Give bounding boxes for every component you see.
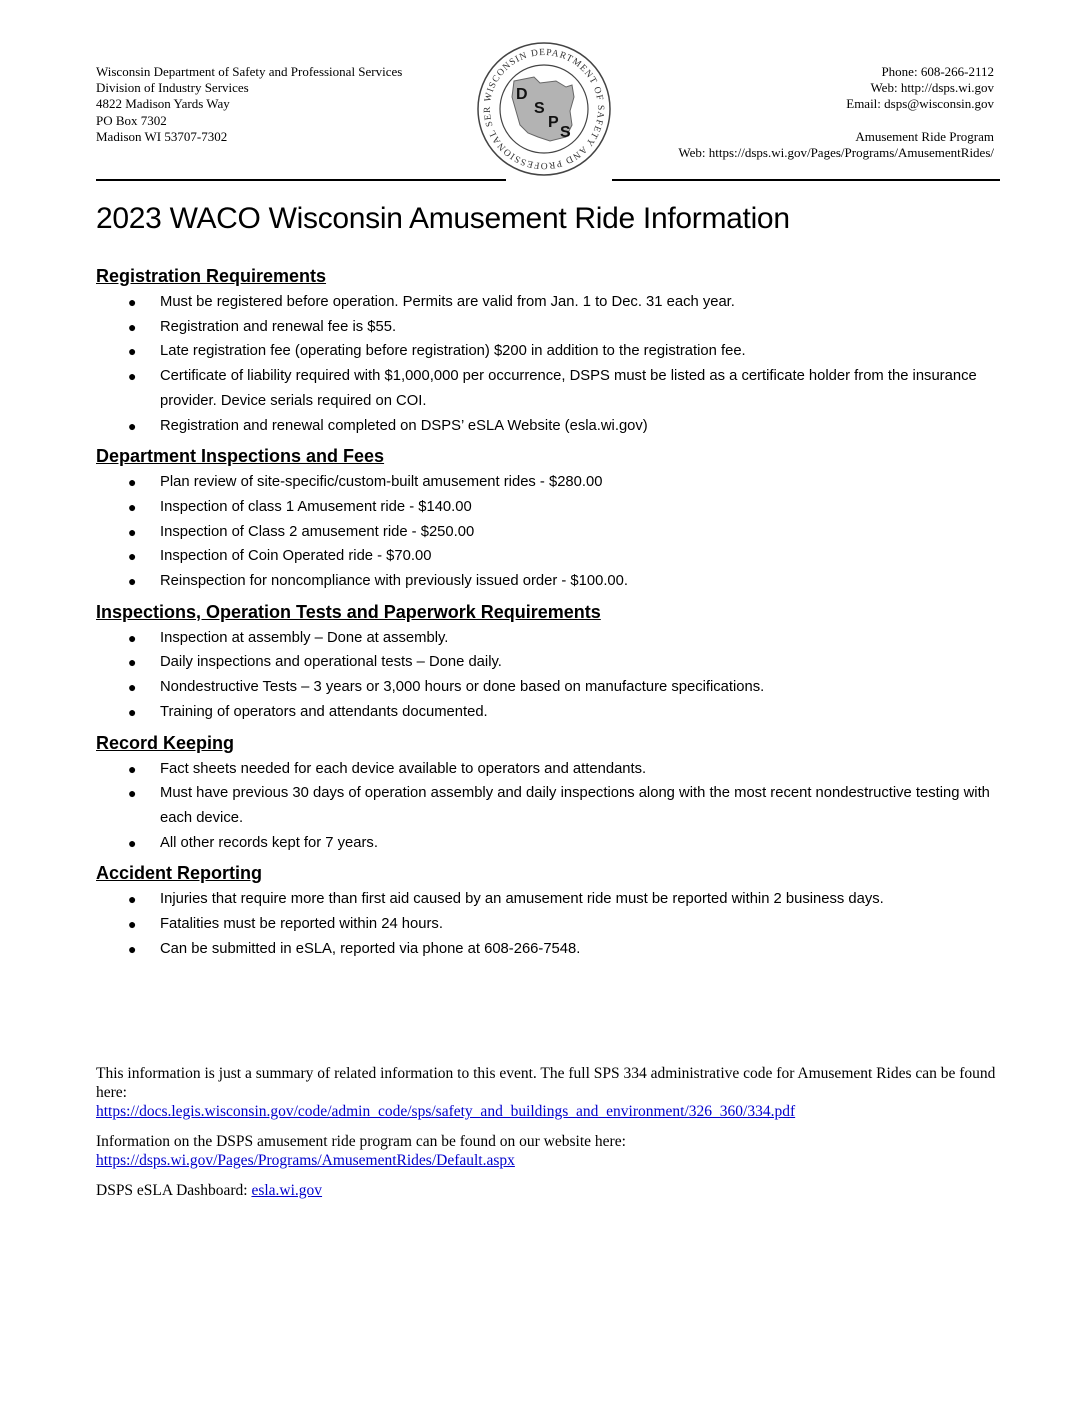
- header-rule-left: [96, 179, 506, 181]
- footer-notes: [96, 1064, 996, 1211]
- bullet-icon: ●: [128, 679, 137, 696]
- accident-reporting-list: [96, 887, 1006, 961]
- header-rule-right: [612, 179, 1000, 181]
- city-state-zip: Madison WI 53707-7302: [96, 128, 228, 144]
- list-item: ● Inspection at assembly – Done at assembly.: [96, 626, 1006, 651]
- bullet-icon: ●: [128, 891, 137, 908]
- program-web-line: Web: https://dsps.wi.gov/Pages/Programs/AmusementRides/: [678, 144, 994, 160]
- list-item: ● Training of operators and attendants documented.: [96, 700, 1006, 725]
- seal-letter-s2: S: [560, 124, 571, 141]
- section-heading-operation-tests: Inspections, Operation Tests and Paperwork Requirements: [96, 601, 601, 622]
- list-item: ● Must have previous 30 days of operation assembly and daily inspections along with the most recent nondestructive testing with each device.: [96, 781, 1006, 830]
- bullet-icon: ●: [128, 294, 137, 310]
- registration-list: [96, 290, 1006, 438]
- bullet-icon: ●: [128, 368, 137, 385]
- bullet-icon: ●: [128, 703, 137, 720]
- seal-ring-text: WISCONSIN DEPARTMENT OF SAFETY AND PROFESSIONAL SER: [482, 47, 606, 171]
- bullet-icon: ●: [128, 834, 137, 851]
- list-item: ● Registration and renewal completed on DSPS’ eSLA Website (esla.wi.gov): [96, 414, 1006, 439]
- bullet-icon: ●: [128, 629, 137, 646]
- bullet-icon: ●: [128, 523, 137, 540]
- list-item: ● Registration and renewal fee is $55.: [96, 315, 1006, 340]
- seal-letter-s: S: [534, 100, 545, 117]
- list-item: ● Must be registered before operation. Permits are valid from Jan. 1 to Dec. 31 each year.: [96, 290, 1006, 315]
- bullet-icon: ●: [128, 785, 137, 802]
- list-item: ● Inspection of Coin Operated ride - $70.00: [96, 544, 1006, 569]
- seal-letter-p: P: [548, 114, 559, 131]
- seal-letter-d: D: [516, 86, 528, 103]
- bullet-icon: ●: [128, 417, 137, 434]
- list-item: ● All other records kept for 7 years.: [96, 831, 1006, 856]
- summary-paragraph: [96, 1064, 996, 1121]
- division-name: Division of Industry Services: [96, 80, 249, 96]
- list-item: ● Fact sheets needed for each device available to operators and attendants.: [96, 757, 1006, 782]
- list-item: ● Can be submitted in eSLA, reported via phone at 608-266-7548.: [96, 937, 1006, 962]
- list-item: ● Inspection of class 1 Amusement ride - $140.00: [96, 495, 1006, 520]
- bullet-icon: ●: [128, 318, 137, 335]
- letterhead-address: [96, 64, 402, 145]
- list-item: ● Inspection of Class 2 amusement ride - $250.00: [96, 520, 1006, 545]
- list-item: ● Reinspection for noncompliance with previously issued order - $100.00.: [96, 569, 1006, 594]
- page-title: 2023 WACO Wisconsin Amusement Ride Information: [96, 202, 790, 235]
- web-line: Web: http://dsps.wi.gov: [870, 80, 994, 96]
- esla-dashboard-link[interactable]: esla.wi.gov: [251, 1182, 323, 1199]
- program-text: Information on the DSPS amusement ride program can be found on our website here:: [96, 1133, 626, 1150]
- section-heading-registration: Registration Requirements: [96, 266, 327, 286]
- po-box: PO Box 7302: [96, 112, 167, 128]
- bullet-icon: ●: [128, 474, 137, 491]
- document-body: [96, 262, 1006, 965]
- section-heading-accident-reporting: Accident Reporting: [96, 863, 263, 884]
- admin-code-link[interactable]: https://docs.legis.wisconsin.gov/code/admin_code/sps/safety_and_buildings_and_environment/326_360/334.pdf: [96, 1103, 796, 1120]
- bullet-icon: ●: [128, 343, 137, 360]
- bullet-icon: ●: [128, 940, 137, 957]
- summary-text: This information is just a summary of related information to this event. The full SPS 334 administrative code for Amusement Rides can be found here:: [96, 1065, 996, 1101]
- list-item: ● Plan review of site-specific/custom-built amusement rides - $280.00: [96, 470, 1006, 495]
- list-item: ● Certificate of liability required with $1,000,000 per occurrence, DSPS must be listed as a certificate holder from the insurance provider. Device serials required on COI.: [96, 364, 1006, 413]
- list-item: ● Injuries that require more than first aid caused by an amusement ride must be reported within 2 business days.: [96, 887, 1006, 912]
- dsps-seal-logo: [476, 41, 612, 177]
- bullet-icon: ●: [128, 760, 137, 777]
- program-paragraph: [96, 1132, 996, 1170]
- section-heading-inspections-fees: Department Inspections and Fees: [96, 446, 385, 467]
- bullet-icon: ●: [128, 916, 137, 933]
- letterhead-contact: [678, 64, 994, 161]
- operation-tests-list: [96, 626, 1006, 725]
- street-address: 4822 Madison Yards Way: [96, 96, 230, 112]
- inspections-fees-list: [96, 470, 1006, 594]
- bullet-icon: ●: [128, 548, 137, 565]
- bullet-icon: ●: [128, 654, 137, 671]
- program-website-link[interactable]: https://dsps.wi.gov/Pages/Programs/AmusementRides/Default.aspx: [96, 1152, 515, 1169]
- list-item: ● Nondestructive Tests – 3 years or 3,000 hours or done based on manufacture specifications.: [96, 675, 1006, 700]
- dashboard-paragraph: [96, 1181, 996, 1200]
- list-item: ● Daily inspections and operational tests – Done daily.: [96, 650, 1006, 675]
- phone-line: Phone: 608-266-2112: [881, 64, 994, 79]
- section-heading-record-keeping: Record Keeping: [96, 732, 235, 753]
- bullet-icon: ●: [128, 573, 137, 590]
- list-item: ● Late registration fee (operating before registration) $200 in addition to the registration fee.: [96, 339, 1006, 364]
- email-line: Email: dsps@wisconsin.gov: [846, 96, 994, 112]
- record-keeping-list: [96, 757, 1006, 856]
- agency-name: Wisconsin Department of Safety and Professional Services: [96, 64, 403, 79]
- list-item: ● Fatalities must be reported within 24 hours.: [96, 912, 1006, 937]
- bullet-icon: ●: [128, 498, 137, 515]
- dashboard-label: DSPS eSLA Dashboard:: [96, 1182, 252, 1199]
- program-name: Amusement Ride Program: [855, 128, 994, 144]
